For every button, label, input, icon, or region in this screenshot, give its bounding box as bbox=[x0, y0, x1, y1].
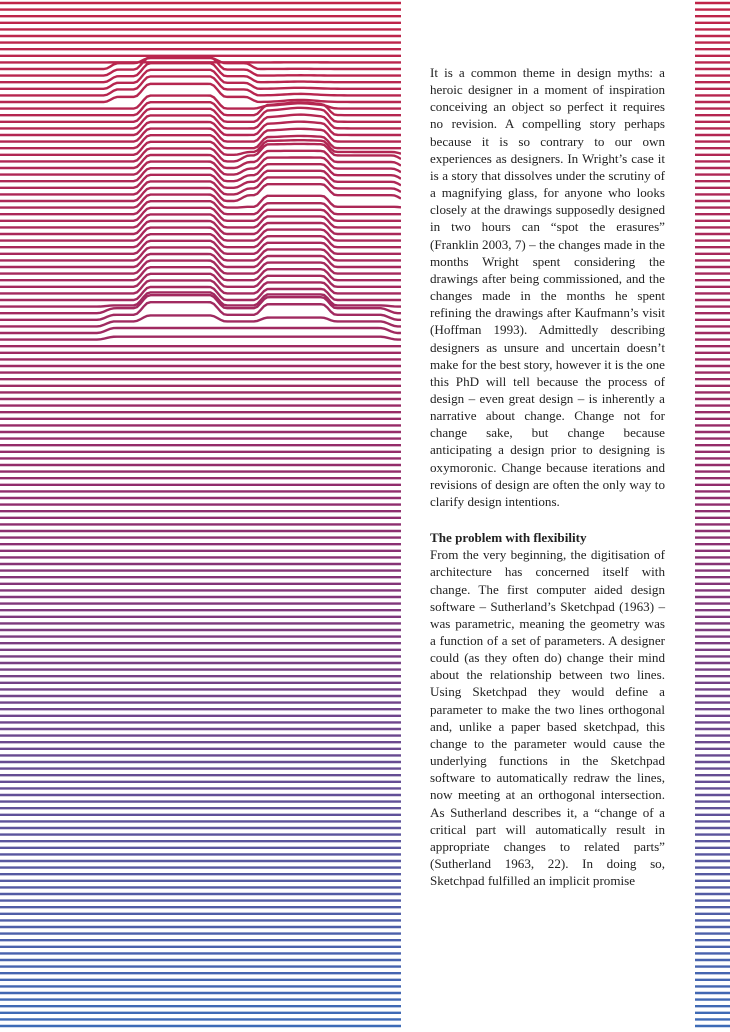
illustration-line bbox=[0, 84, 401, 102]
illustration-line bbox=[0, 151, 401, 168]
illustration-line bbox=[0, 63, 401, 82]
body-paragraph-1: It is a common theme in design myths: a heroic designer in a moment of inspiration conceiving an object so perfect it requires no revision. A compelling story perhaps because it is so contrary to our own experiences as designers. In Wright’s case it is a story that dissolves under the scrutiny of a magnifying glass, for anyone who looks closely at the drawings supposedly designed in two hours can “spot the erasures” (Franklin 2003, 7) – the changes made in the months Wright spent considering the drawings after being commissioned, and the changes made in the months he spent refining the drawings after Kaufmann’s visit (Hoffman 1993). Admittedly describing designers as unsure and uncertain doesn’t make for the best story, however it is the one this PhD will tell because the process of design – even great design – is inherently a narrative about change. Change not for change sake, but change because anticipating a design prior to designing is oxymoronic. Change because iterations and revisions of design are often the only way to clarify design intentions. bbox=[430, 65, 665, 509]
illustration-line bbox=[0, 57, 401, 75]
illustration-line bbox=[0, 76, 401, 95]
illustration-line bbox=[0, 328, 401, 333]
line-art-edge-stripe bbox=[695, 0, 730, 1032]
body-paragraph-2: From the very beginning, the digitisation of architecture has concerned itself with change. The first computer aided design software – Sutherland’s Sketchpad (1963) – was parametric, meaning the geometry was a function of a set of parameters. A designer could (as they often do) change their mind about the relationship between two lines. Using Sketchpad they would define a parameter to make the two lines orthogonal and, unlike a paper based sketchpad, this change to the parameter would cause the underlying functions in the Sketchpad software to automatically redraw the lines, now meeting at an orthogonal intersection. As Sutherland describes it, a “change of a critical part will automatically result in appropriate changes to related parts” (Sutherland 1963, 22). In doing so, Sketchpad fulfilled an implicit promise bbox=[430, 547, 665, 889]
article-text bbox=[430, 64, 665, 889]
illustration-line bbox=[0, 70, 401, 89]
illustration-line bbox=[0, 337, 401, 340]
illustration-line bbox=[0, 295, 401, 313]
illustration-line bbox=[0, 171, 401, 188]
section-heading: The problem with flexibility bbox=[430, 530, 587, 546]
illustration-line bbox=[0, 177, 401, 194]
illustration-line bbox=[0, 164, 401, 181]
illustration-line bbox=[0, 157, 401, 174]
